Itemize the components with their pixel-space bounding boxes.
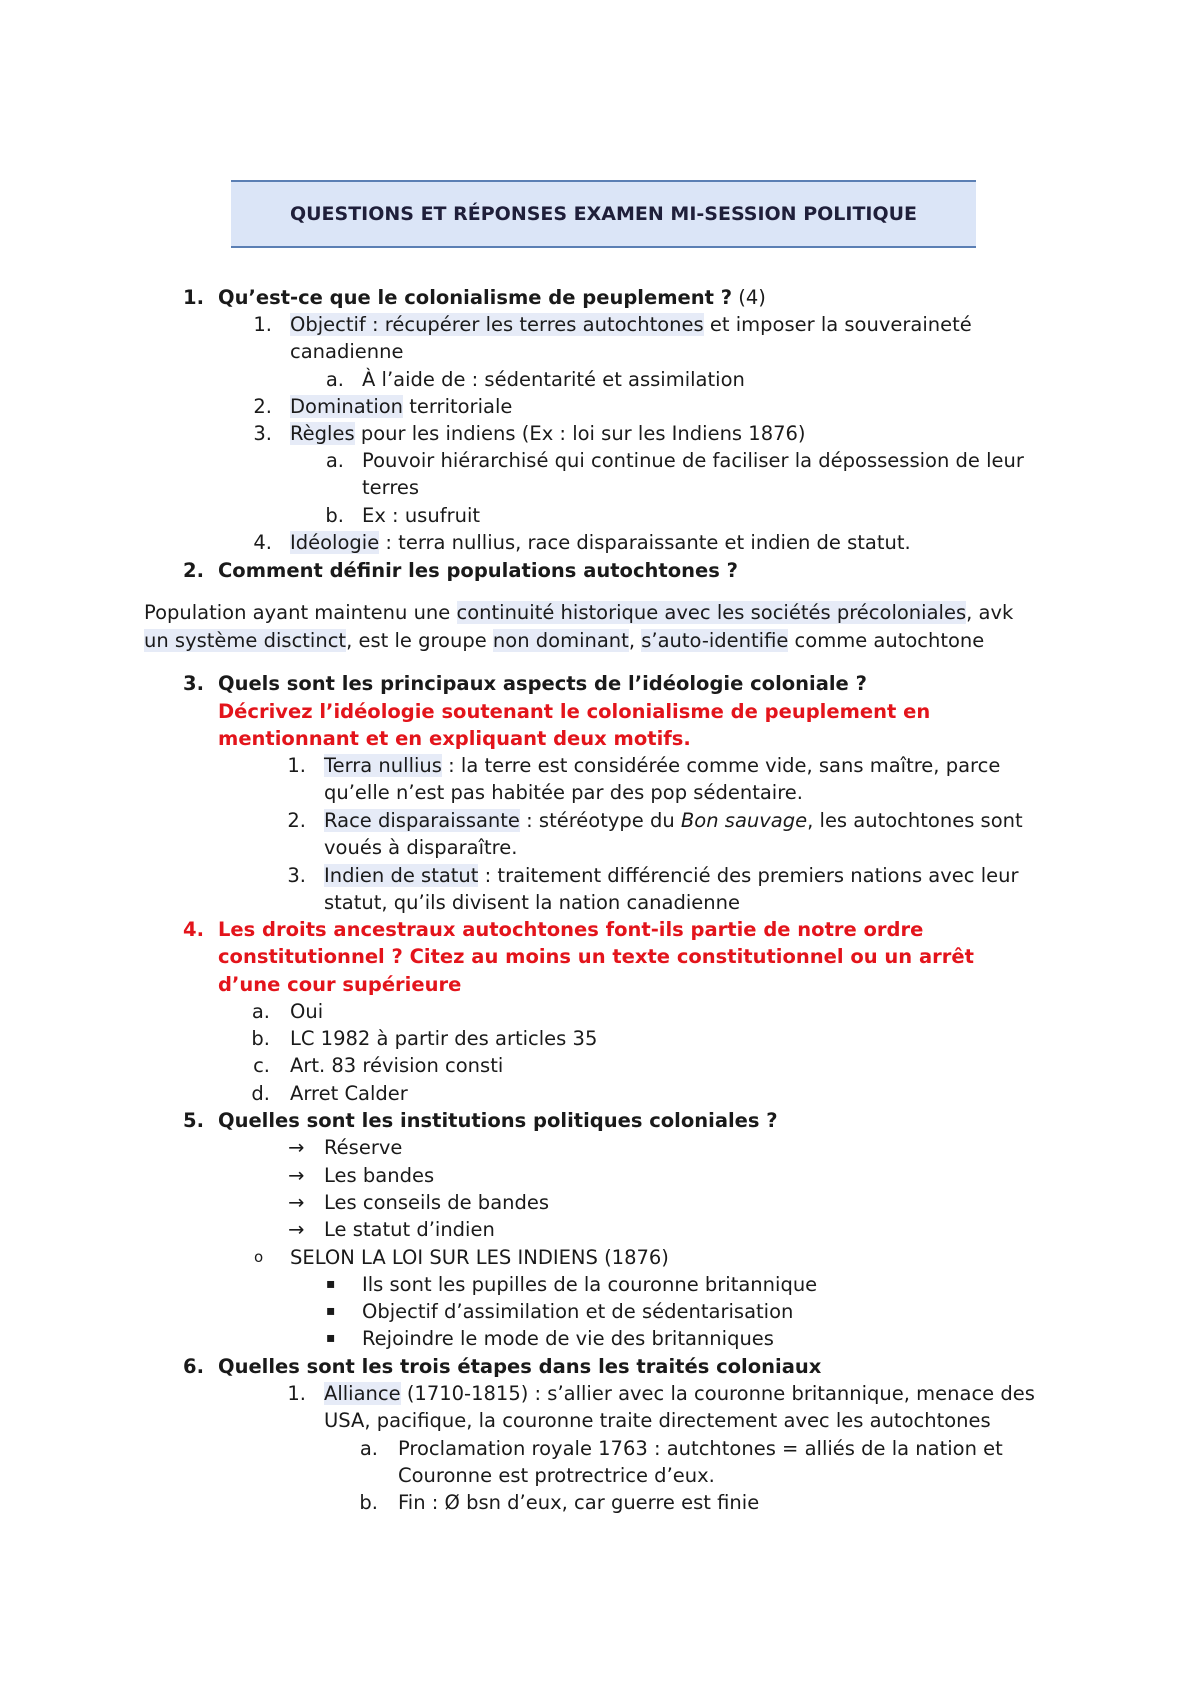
q2-answer-text: , est le groupe	[346, 629, 493, 652]
q3-instruction-line1: Décrivez l’idéologie soutenant le colonialisme de peuplement en	[218, 700, 931, 723]
q4-a-letter: a.	[251, 1000, 270, 1023]
q3-question: Quels sont les principaux aspects de l’idéologie coloniale ?	[218, 672, 867, 695]
q3-item2-rest: , les autochtones sont	[807, 809, 1023, 832]
q1-item3a: Pouvoir hiérarchisé qui continue de faciliser la dépossession de leur	[362, 449, 1024, 472]
q4-c: Art. 83 révision consti	[290, 1054, 504, 1077]
q1-item1	[290, 311, 972, 338]
q1-text: Qu’est-ce que le colonialisme de peuplement ?	[218, 286, 733, 309]
q4-c-letter: c.	[253, 1054, 270, 1077]
page-title: QUESTIONS ET RÉPONSES EXAMEN MI-SESSION POLITIQUE	[289, 203, 918, 225]
q1-item1a: À l’aide de : sédentarité et assimilation	[362, 368, 745, 391]
q6-a-cont: Couronne est protrectrice d’eux.	[398, 1464, 715, 1487]
q1-item1-number: 1.	[253, 313, 272, 336]
q5-bullet-item: Objectif d’assimilation et de sédentarisation	[362, 1300, 794, 1323]
q4-d-letter: d.	[251, 1082, 270, 1105]
q1-item4	[290, 529, 911, 556]
q1-item3-highlight: Règles	[290, 422, 355, 445]
q4-d: Arret Calder	[290, 1082, 408, 1105]
q3-item2-italic: Bon sauvage	[680, 809, 808, 832]
q3-item1-rest: : la terre est considérée comme vide, sans maître, parce	[441, 754, 1001, 777]
q2-answer-text: Population ayant maintenu une	[144, 601, 457, 624]
q2-answer-line2	[144, 627, 984, 654]
q4-question-line2: constitutionnel ? Citez au moins un texte constitutionnel ou un arrêt	[218, 945, 974, 968]
q5-arrow-item: Les conseils de bandes	[324, 1191, 550, 1214]
q4-question-line3: d’une cour supérieure	[218, 973, 462, 996]
q1-item3-rest: pour les indiens (Ex : loi sur les Indiens 1876)	[354, 422, 806, 445]
q3-item3	[324, 862, 1019, 889]
q1-points: (4)	[738, 286, 766, 309]
q1-item2-rest: territoriale	[403, 395, 513, 418]
q3-item1-cont: qu’elle n’est pas habitée par des pop sédentaire.	[324, 781, 803, 804]
q5-arrow-item: Le statut d’indien	[324, 1218, 495, 1241]
q3-instruction-line2: mentionnant et en expliquant deux motifs.	[218, 727, 691, 750]
arrow-icon: →	[288, 1164, 305, 1187]
q3-item2-rest: : stéréotype du	[519, 809, 681, 832]
q6-a: Proclamation royale 1763 : autchtones = alliés de la nation et	[398, 1437, 1003, 1460]
q1-item4-number: 4.	[253, 531, 272, 554]
q3-item3-number: 3.	[287, 864, 306, 887]
q1-item3-number: 3.	[253, 422, 272, 445]
q1-item2	[290, 393, 512, 420]
q6-item1-cont: USA, pacifique, la couronne traite directement avec les autochtones	[324, 1409, 991, 1432]
square-bullet-icon: ▪	[326, 1330, 336, 1346]
q1-question	[218, 284, 766, 311]
q2-answer-line1	[144, 599, 1013, 626]
q1-item1-rest: et imposer la souveraineté	[703, 313, 972, 336]
q6-number: 6.	[183, 1355, 204, 1378]
arrow-icon: →	[288, 1191, 305, 1214]
q6-item1-highlight: Alliance	[324, 1382, 401, 1405]
q5-arrow-item: Réserve	[324, 1136, 403, 1159]
q6-item1-number: 1.	[287, 1382, 306, 1405]
q3-item1-number: 1.	[287, 754, 306, 777]
q3-item2	[324, 807, 1023, 834]
q2-answer-highlight: un système disctinct	[144, 629, 347, 652]
q1-item4-highlight: Idéologie	[290, 531, 380, 554]
q6-item1-rest: (1710-1815) : s’allier avec la couronne britannique, menace des	[400, 1382, 1035, 1405]
q6-a-letter: a.	[359, 1437, 378, 1460]
q3-item2-cont: voués à disparaître.	[324, 836, 518, 859]
q2-answer-highlight: non dominant	[492, 629, 629, 652]
q3-item3-highlight: Indien de statut	[324, 864, 479, 887]
q1-item3a-letter: a.	[325, 449, 344, 472]
q4-b-letter: b.	[251, 1027, 270, 1050]
q3-item1	[324, 752, 1000, 779]
q1-number: 1.	[183, 286, 204, 309]
arrow-icon: →	[288, 1136, 305, 1159]
q4-number: 4.	[183, 918, 204, 941]
q2-answer-end: comme autochtone	[788, 629, 985, 652]
q1-item1a-letter: a.	[325, 368, 344, 391]
q1-item3b: Ex : usufruit	[362, 504, 481, 527]
q6-b: Fin : Ø bsn d’eux, car guerre est finie	[398, 1491, 760, 1514]
q4-a: Oui	[290, 1000, 324, 1023]
q6-b-letter: b.	[359, 1491, 378, 1514]
q2-answer-end: , avk	[966, 601, 1014, 624]
q5-question: Quelles sont les institutions politiques coloniales ?	[218, 1109, 778, 1132]
title-box	[231, 180, 976, 248]
q1-item4-rest: : terra nullius, race disparaissante et indien de statut.	[379, 531, 911, 554]
q5-bullet-item: Ils sont les pupilles de la couronne britannique	[362, 1273, 818, 1296]
q3-number: 3.	[183, 672, 204, 695]
q2-answer-highlight: continuité historique avec les sociétés précoloniales	[456, 601, 967, 624]
q6-item1	[324, 1380, 1035, 1407]
q1-item2-number: 2.	[253, 395, 272, 418]
q5-number: 5.	[183, 1109, 204, 1132]
q2-number: 2.	[183, 559, 204, 582]
q1-item1-highlight: Objectif : récupérer les terres autochtones	[290, 313, 704, 336]
q5-arrow-item: Les bandes	[324, 1164, 435, 1187]
q1-item1-cont: canadienne	[290, 340, 404, 363]
q3-item3-cont: statut, qu’ils divisent la nation canadienne	[324, 891, 740, 914]
q5-bullet-item: Rejoindre le mode de vie des britanniques	[362, 1327, 774, 1350]
q1-item3	[290, 420, 806, 447]
q1-item2-highlight: Domination	[290, 395, 404, 418]
q2-question: Comment définir les populations autochtones ?	[218, 559, 738, 582]
q4-question-line1: Les droits ancestraux autochtones font-ils partie de notre ordre	[218, 918, 924, 941]
q1-item3a-cont: terres	[362, 476, 420, 499]
q2-answer-text: ,	[628, 629, 642, 652]
q3-item2-highlight: Race disparaissante	[324, 809, 520, 832]
q1-item3b-letter: b.	[325, 504, 344, 527]
arrow-icon: →	[288, 1218, 305, 1241]
q3-item3-rest: : traitement différencié des premiers nations avec leur	[478, 864, 1019, 887]
q3-item2-number: 2.	[287, 809, 306, 832]
q5-subheading: SELON LA LOI SUR LES INDIENS (1876)	[290, 1246, 669, 1269]
square-bullet-icon: ▪	[326, 1303, 336, 1319]
q3-item1-highlight: Terra nullius	[324, 754, 442, 777]
q4-b: LC 1982 à partir des articles 35	[290, 1027, 598, 1050]
square-bullet-icon: ▪	[326, 1276, 336, 1292]
circle-bullet-icon: o	[254, 1248, 264, 1266]
q2-answer-highlight: s’auto-identifie	[641, 629, 789, 652]
q6-question: Quelles sont les trois étapes dans les traités coloniaux	[218, 1355, 822, 1378]
